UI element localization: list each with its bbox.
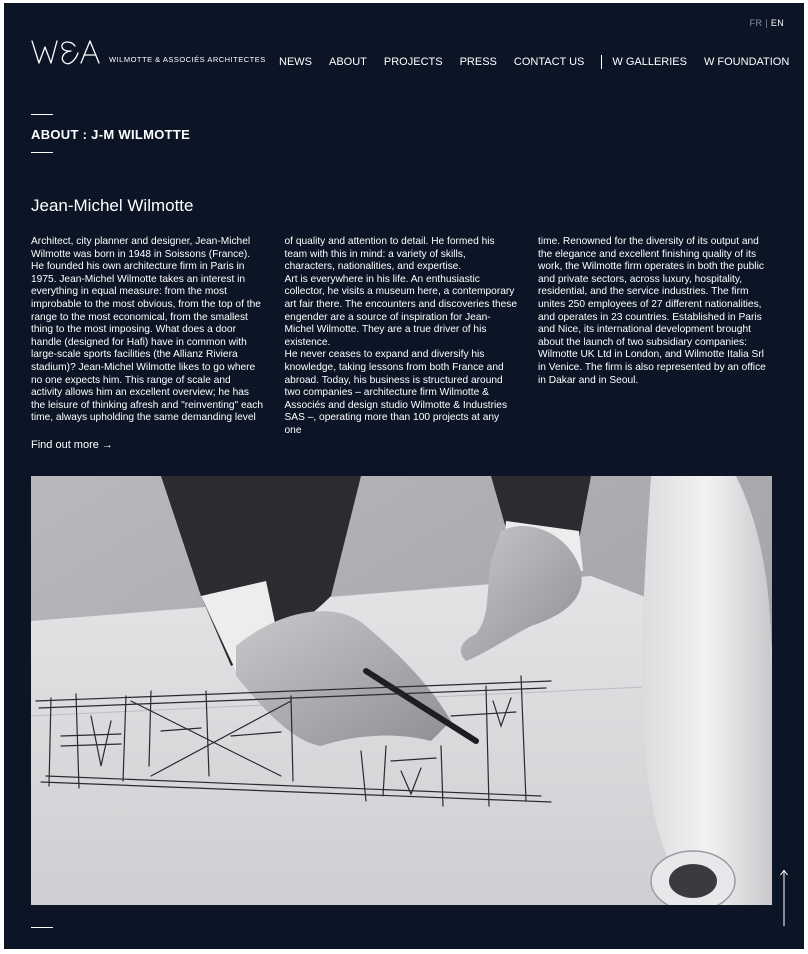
section-title: ABOUT : J-M WILMOTTE xyxy=(31,127,191,142)
bio-paragraph: He never ceases to expand and diversify his knowledge, taking lessons from both France and abroad. Today, his business is structured around two companies – architecture firm Wilmotte & Associés and design studio Wilmotte & Industries SAS –, operating more than 100 projects at any one xyxy=(284,349,508,436)
bio-column-3 xyxy=(538,236,771,438)
bio-paragraph: Architect, city planner and designer, Jean-Michel Wilmotte was born in 1948 in Soissons (France). He founded his own architecture firm in Paris in 1975. Jean-Michel Wilmotte takes an interest in everything in equal measure: from the most improbable to the most obvious, from the top of the range to the most economical, from the smallest thing to the most imposing. What does a door handle (designed for Hafi) have in common with large-scale sports facilities (the Allianz Riviera stadium)? Jean-Michel Wilmotte likes to go where no one expects him. This range of scale and activity allows him an excellent overview; he has the leisure of thinking afresh and "reinventing" each time, always upholding the same demanding level xyxy=(31,236,264,424)
nav-divider xyxy=(601,55,602,69)
arrow-up-icon xyxy=(779,869,789,927)
nav-galleries[interactable]: W GALLERIES xyxy=(612,56,687,68)
lang-en-link[interactable]: EN xyxy=(770,18,784,28)
find-out-more-link[interactable]: Find out more → xyxy=(31,439,113,451)
bio-paragraph: time. Renowned for the diversity of its output and the elegance and excellent finishing quality of its work, the Wilmotte firm operates in both the public and private sectors, across luxury, hospitality, residential, and the service industries. The firm unites 250 employees of 27 different nationalities, and operates in 23 countries. Established in Paris and Nice, its international development brought about the launch of two subsidiary companies: Wilmotte UK Ltd in London, and Wilmotte Italia Srl in Venice. The firm is also represented by an office in Dakar and in Seoul. xyxy=(538,236,766,386)
nav-foundation[interactable]: W FOUNDATION xyxy=(703,56,790,68)
bio-paragraph: of quality and attention to detail. He formed his team with this in mind: a variety of skills, characters, nationalities, and expertise. xyxy=(284,236,495,273)
sketching-hands-photo xyxy=(31,476,772,905)
main-nav xyxy=(279,55,804,69)
person-name: Jean-Michel Wilmotte xyxy=(31,196,194,215)
nav-contact[interactable]: CONTACT US xyxy=(513,56,585,68)
bio-column-2 xyxy=(285,236,518,438)
title-rule-bottom xyxy=(31,152,53,153)
logo[interactable] xyxy=(31,39,266,65)
scroll-to-top-button[interactable] xyxy=(779,869,789,927)
title-rule-top xyxy=(31,114,53,115)
language-switcher xyxy=(750,18,784,28)
bio-paragraph: Art is everywhere in his life. An enthusiastic collector, he visits a museum here, a contemporary art fair there. The encounters and discoveries these engender are a source of inspiration for Jean-Michel Wilmotte. They are a true driver of his existence. xyxy=(284,273,518,348)
nav-news[interactable]: NEWS xyxy=(279,56,312,68)
firm-name: WILMOTTE & ASSOCIÉS ARCHITECTES xyxy=(109,55,266,64)
nav-about[interactable]: ABOUT xyxy=(329,56,367,68)
nav-press[interactable]: PRESS xyxy=(459,56,497,68)
bio-column-1 xyxy=(31,236,264,438)
page xyxy=(4,3,804,949)
nav-projects[interactable]: PROJECTS xyxy=(383,56,443,68)
wa-logo-icon xyxy=(31,39,101,65)
bio-columns xyxy=(31,236,771,438)
lang-separator: | xyxy=(765,18,768,28)
footer-rule xyxy=(31,927,53,928)
lang-fr-link[interactable]: FR xyxy=(749,18,763,28)
